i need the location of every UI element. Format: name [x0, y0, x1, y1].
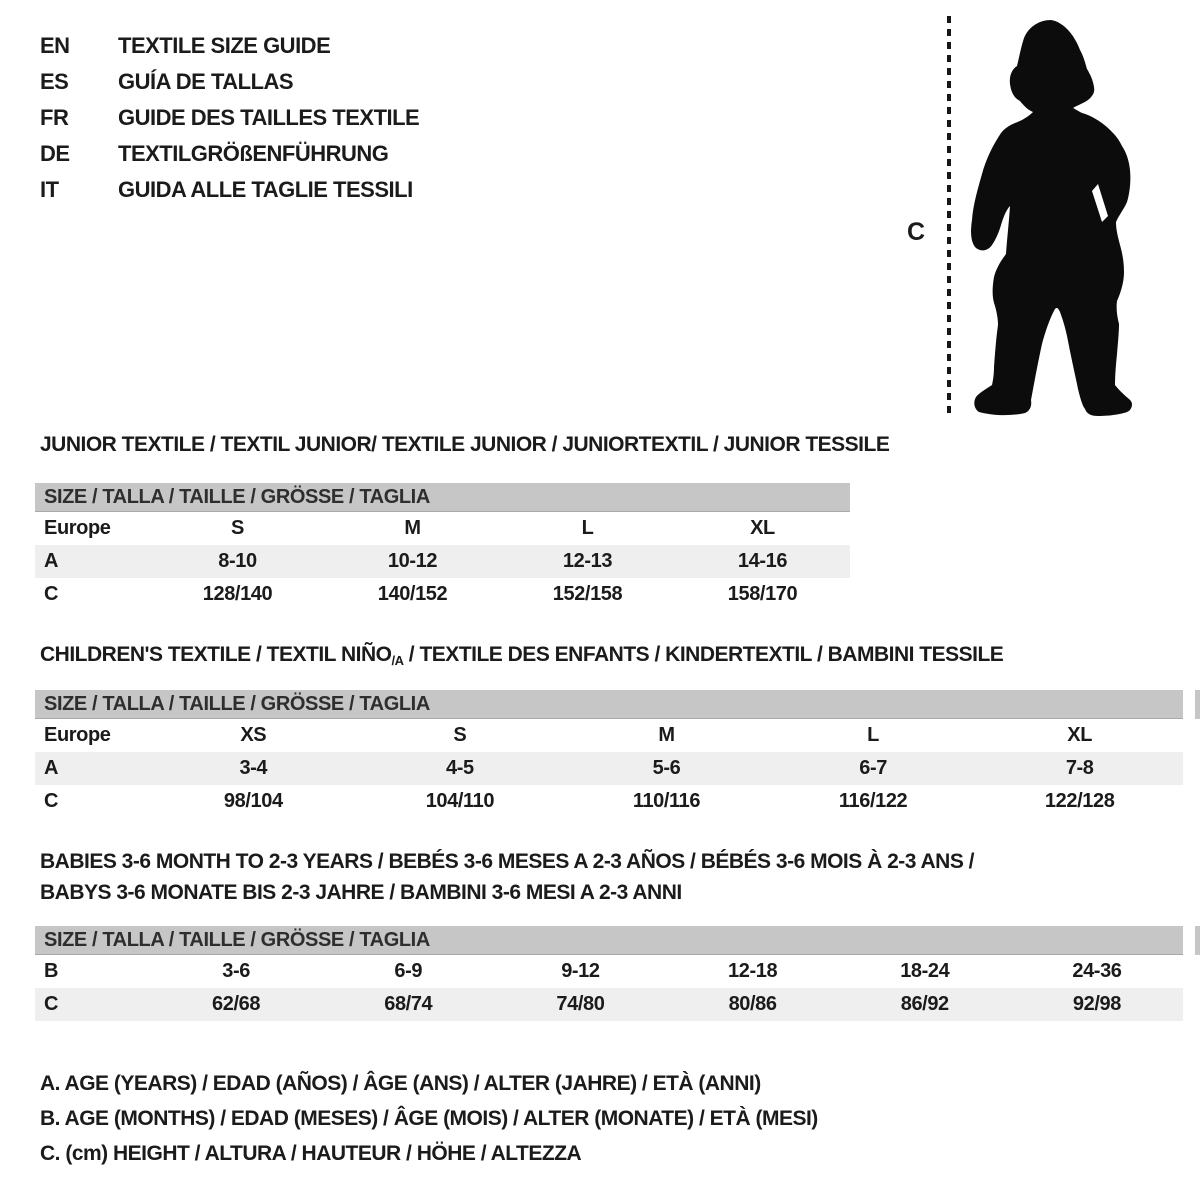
children-title-text: CHILDREN'S TEXTILE / TEXTIL NIÑO: [40, 643, 392, 666]
children-title-text: / TEXTILE DES ENFANTS / KINDERTEXTIL / BAMBINI TESSILE: [403, 643, 1004, 666]
size-cell: S: [231, 517, 244, 539]
language-code: FR: [40, 105, 69, 130]
language-row: [40, 172, 419, 208]
size-cell: XL: [750, 517, 775, 539]
row-label: B: [44, 960, 59, 982]
age-cell: 10-12: [387, 550, 438, 572]
age-cell: 3-6: [222, 960, 250, 982]
row-label: A: [44, 550, 59, 572]
language-code: DE: [40, 141, 70, 166]
height-cell: 98/104: [223, 790, 283, 812]
junior-size-table-header: SIZE / TALLA / TAILLE / GRÖSSE / TAGLIA: [35, 483, 850, 512]
language-code: ES: [40, 69, 69, 94]
age-cell: 3-4: [239, 757, 268, 779]
row-label: A: [44, 757, 59, 779]
language-code: EN: [40, 33, 70, 58]
children-size-table-header: SIZE / TALLA / TAILLE / GRÖSSE / TAGLIA: [35, 690, 1183, 719]
language-row: [40, 100, 419, 136]
height-cell: 122/128: [1044, 790, 1115, 812]
junior-size-table: [35, 483, 850, 611]
babies-age-row: [35, 955, 1183, 988]
age-cell: 4-5: [446, 757, 474, 779]
height-cell: 110/116: [632, 790, 701, 812]
language-label: TEXTILGRÖßENFÜHRUNG: [118, 141, 389, 166]
toddler-silhouette-icon: [966, 16, 1138, 416]
size-cell: XS: [240, 724, 267, 746]
age-cell: 5-6: [652, 757, 681, 779]
age-cell: 9-12: [561, 960, 600, 982]
children-section-title: [40, 643, 1003, 668]
children-size-table: [35, 690, 1183, 818]
junior-age-row: [35, 545, 850, 578]
children-title-subscript: /A: [391, 653, 404, 668]
age-cell: 14-16: [737, 550, 788, 572]
height-cell: 86/92: [900, 993, 949, 1015]
size-cell: XL: [1067, 724, 1093, 746]
row-label: Europe: [44, 724, 111, 746]
junior-europe-row: [35, 512, 850, 545]
children-height-row: [35, 785, 1183, 818]
legend-line-a: A. AGE (YEARS) / EDAD (AÑOS) / ÂGE (ANS) / ALTER (JAHRE) / ETÀ (ANNI): [40, 1072, 761, 1095]
age-cell: 12-18: [728, 960, 778, 982]
height-cell: 74/80: [556, 993, 605, 1015]
row-label: Europe: [44, 517, 111, 539]
row-label: C: [44, 583, 59, 605]
language-header: [40, 28, 419, 208]
language-row: [40, 64, 419, 100]
table-edge-sliver: [1195, 690, 1200, 719]
children-age-row: [35, 752, 1183, 785]
height-cell: 62/68: [212, 993, 261, 1015]
age-cell: 18-24: [900, 960, 950, 982]
height-cell: 80/86: [728, 993, 777, 1015]
height-dashed-line: [947, 16, 951, 414]
height-cell: 68/74: [384, 993, 433, 1015]
legend-line-b: B. AGE (MONTHS) / EDAD (MESES) / ÂGE (MOIS) / ALTER (MONATE) / ETÀ (MESI): [40, 1107, 818, 1130]
junior-section-title: JUNIOR TEXTILE / TEXTIL JUNIOR/ TEXTILE JUNIOR / JUNIORTEXTIL / JUNIOR TESSILE: [40, 433, 890, 456]
size-cell: S: [453, 724, 467, 746]
language-row: [40, 28, 419, 64]
language-label: GUÍA DE TALLAS: [118, 69, 294, 94]
row-label: C: [44, 993, 59, 1015]
babies-section-title-line2: BABYS 3-6 MONATE BIS 2-3 JAHRE / BAMBINI 3-6 MESI A 2-3 ANNI: [40, 881, 682, 904]
language-code: IT: [40, 177, 59, 202]
height-cell: 128/140: [202, 583, 273, 605]
language-label: GUIDE DES TAILLES TEXTILE: [118, 105, 420, 130]
height-cell: 158/170: [727, 583, 798, 605]
height-measure-label: C: [907, 218, 925, 246]
babies-section-title-line1: BABIES 3-6 MONTH TO 2-3 YEARS / BEBÉS 3-6 MESES A 2-3 AÑOS / BÉBÉS 3-6 MOIS À 2-3 ANS /: [40, 850, 975, 873]
height-cell: 116/122: [838, 790, 908, 812]
size-cell: M: [658, 724, 675, 746]
row-label: C: [44, 790, 59, 812]
age-cell: 7-8: [1065, 757, 1094, 779]
children-europe-row: [35, 719, 1183, 752]
size-cell: L: [867, 724, 879, 746]
babies-height-row: [35, 988, 1183, 1021]
age-cell: 24-36: [1072, 960, 1122, 982]
legend-line-c: C. (cm) HEIGHT / ALTURA / HAUTEUR / HÖHE / ALTEZZA: [40, 1142, 582, 1165]
babies-size-table-header: SIZE / TALLA / TAILLE / GRÖSSE / TAGLIA: [35, 926, 1183, 955]
age-cell: 8-10: [218, 550, 257, 572]
junior-height-row: [35, 578, 850, 611]
table-edge-sliver: [1195, 926, 1200, 955]
height-cell: 104/110: [425, 790, 495, 812]
language-row: [40, 136, 419, 172]
size-cell: L: [581, 517, 594, 539]
size-cell: M: [404, 517, 421, 539]
age-cell: 6-7: [859, 757, 887, 779]
height-cell: 92/98: [1072, 993, 1121, 1015]
language-label: GUIDA ALLE TAGLIE TESSILI: [118, 177, 413, 202]
height-cell: 140/152: [377, 583, 448, 605]
babies-size-table: [35, 926, 1183, 1021]
language-label: TEXTILE SIZE GUIDE: [118, 33, 331, 58]
age-cell: 6-9: [394, 960, 423, 982]
age-cell: 12-13: [562, 550, 613, 572]
height-cell: 152/158: [552, 583, 623, 605]
